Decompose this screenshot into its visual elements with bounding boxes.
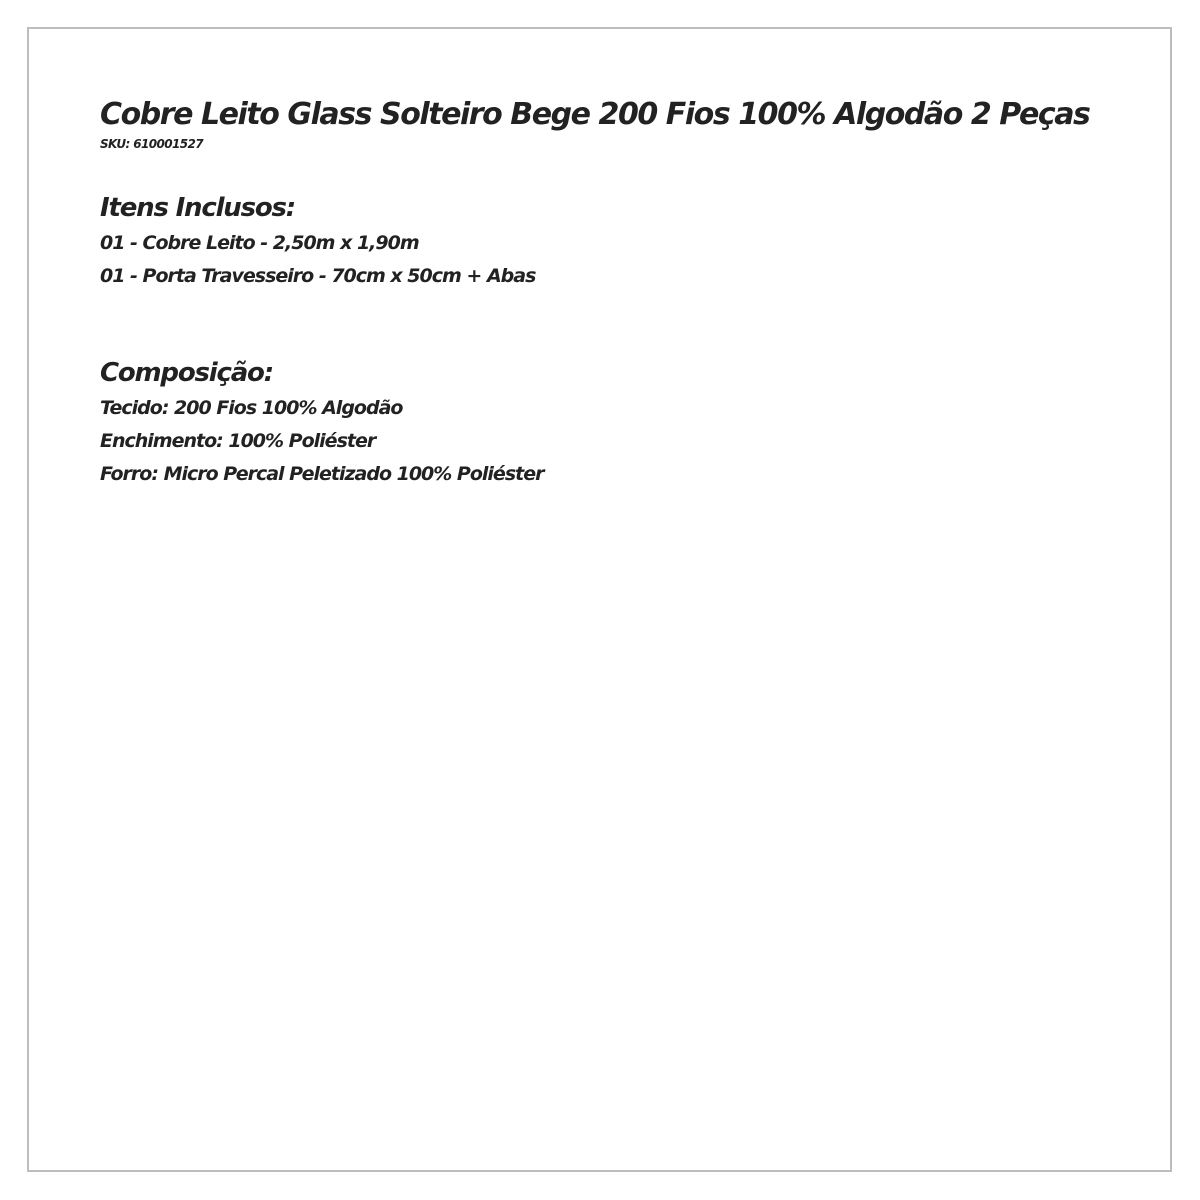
composition-item-tecido: Tecido: 200 Fios 100% Algodão bbox=[100, 397, 403, 419]
composition-item-forro: Forro: Micro Percal Peletizado 100% Poliéster bbox=[100, 463, 544, 485]
composition-list bbox=[100, 392, 543, 491]
composition-item-enchimento: Enchimento: 100% Poliéster bbox=[100, 430, 376, 452]
product-sku: SKU: 610001527 bbox=[100, 137, 203, 151]
included-item-cobre-leito: 01 - Cobre Leito - 2,50m x 1,90m bbox=[100, 232, 419, 254]
included-item-porta-travesseiro: 01 - Porta Travesseiro - 70cm x 50cm + Abas bbox=[100, 265, 536, 287]
product-title: Cobre Leito Glass Solteiro Bege 200 Fios 100% Algodão 2 Peças bbox=[100, 97, 1090, 132]
composition-heading: Composição: bbox=[100, 358, 273, 388]
included-items-list bbox=[100, 227, 535, 293]
included-items-heading: Itens Inclusos: bbox=[100, 193, 296, 223]
